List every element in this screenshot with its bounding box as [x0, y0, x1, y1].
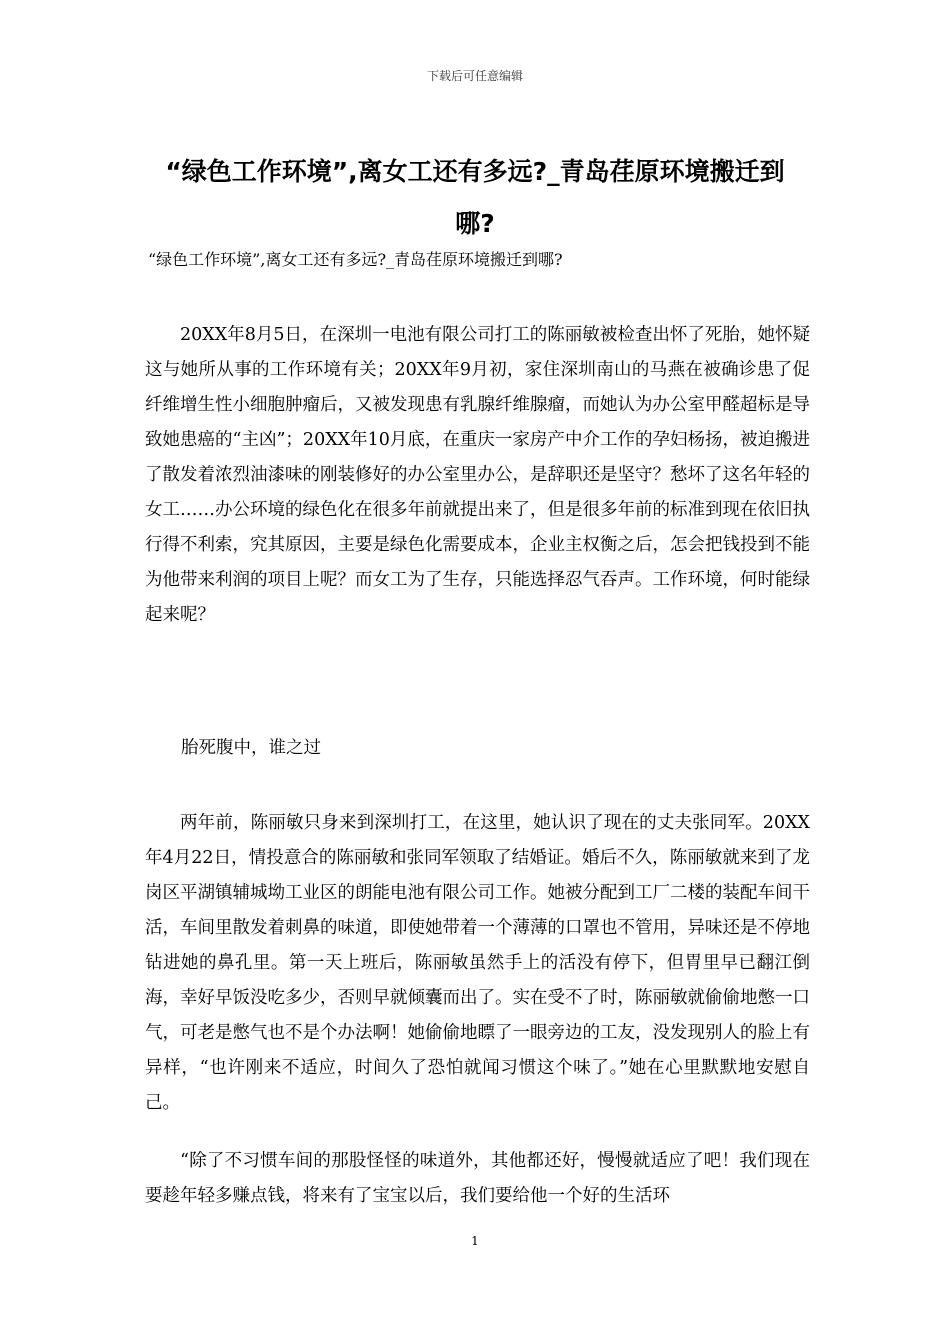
- document-title: “绿色工作环境”,离女工还有多远?_青岛荏原环境搬迁到哪?: [165, 157, 785, 238]
- header-note: 下载后可任意编辑: [426, 69, 523, 83]
- paragraph-story: 两年前，陈丽敏只身来到深圳打工，在这里，她认识了现在的丈夫张同军。20XX年4月22日，情投意合的陈丽敏和张同军领取了结婚证。婚后不久，陈丽敏就来到了龙岗区平湖镇辅城坳工业区的朗能电池有限公司工作。她被分配到工厂二楼的装配车间干活，车间里散发着刺鼻的味道，即使她带着一个薄薄的口罩也不管用，异味还是不停地钻进她的鼻孔里。第一天上班后，陈丽敏虽然手上的活没有停下，但胃里早已翻江倒海，幸好早饭没吃多少，否则早就倾囊而出了。实在受不了时，陈丽敏就偷偷地憋一口气，可老是憋气也不是个办法啊！她偷偷地瞟了一眼旁边的工友，没发现别人的脸上有异样，“也许刚来不适应，时间久了恐怕就闻习惯这个味了。”她在心里默默地安慰自己。: [145, 813, 810, 1113]
- paragraph-quote: “除了不习惯车间的那股怪怪的味道外，其他都还好，慢慢就适应了吧！我们现在要趁年轻多赚点钱，将来有了宝宝以后，我们要给他一个好的生活环: [145, 1151, 810, 1206]
- page-number: 1: [471, 1234, 479, 1248]
- document-subtitle: “绿色工作环境”,离女工还有多远?_青岛荏原环境搬迁到哪?: [148, 250, 563, 269]
- paragraph-intro: 20XX年8月5日，在深圳一电池有限公司打工的陈丽敏被检查出怀了死胎，她怀疑这与她所从事的工作环境有关；20XX年9月初，家住深圳南山的马燕在被确诊患了促纤维增生性小细胞肿瘤后，又被发现患有乳腺纤维腺瘤，而她认为办公室甲醛超标是导致她患癌的“主凶”；20XX年10月底，在重庆一家房产中介工作的孕妇杨扬，被迫搬进了散发着浓烈油漆味的刚装修好的办公室里办公，是辞职还是坚守？愁坏了这名年轻的女工……办公环境的绿色化在很多年前就提出来了，但是很多年前的标准到现在依旧执行得不利索，究其原因，主要是绿色化需要成本，企业主权衡之后，怎会把钱投到不能为他带来利润的项目上呢？而女工为了生存，只能选择忍气吞声。工作环境，何时能绿起来呢？: [145, 325, 810, 625]
- section-heading: 胎死腹中，谁之过: [181, 738, 321, 758]
